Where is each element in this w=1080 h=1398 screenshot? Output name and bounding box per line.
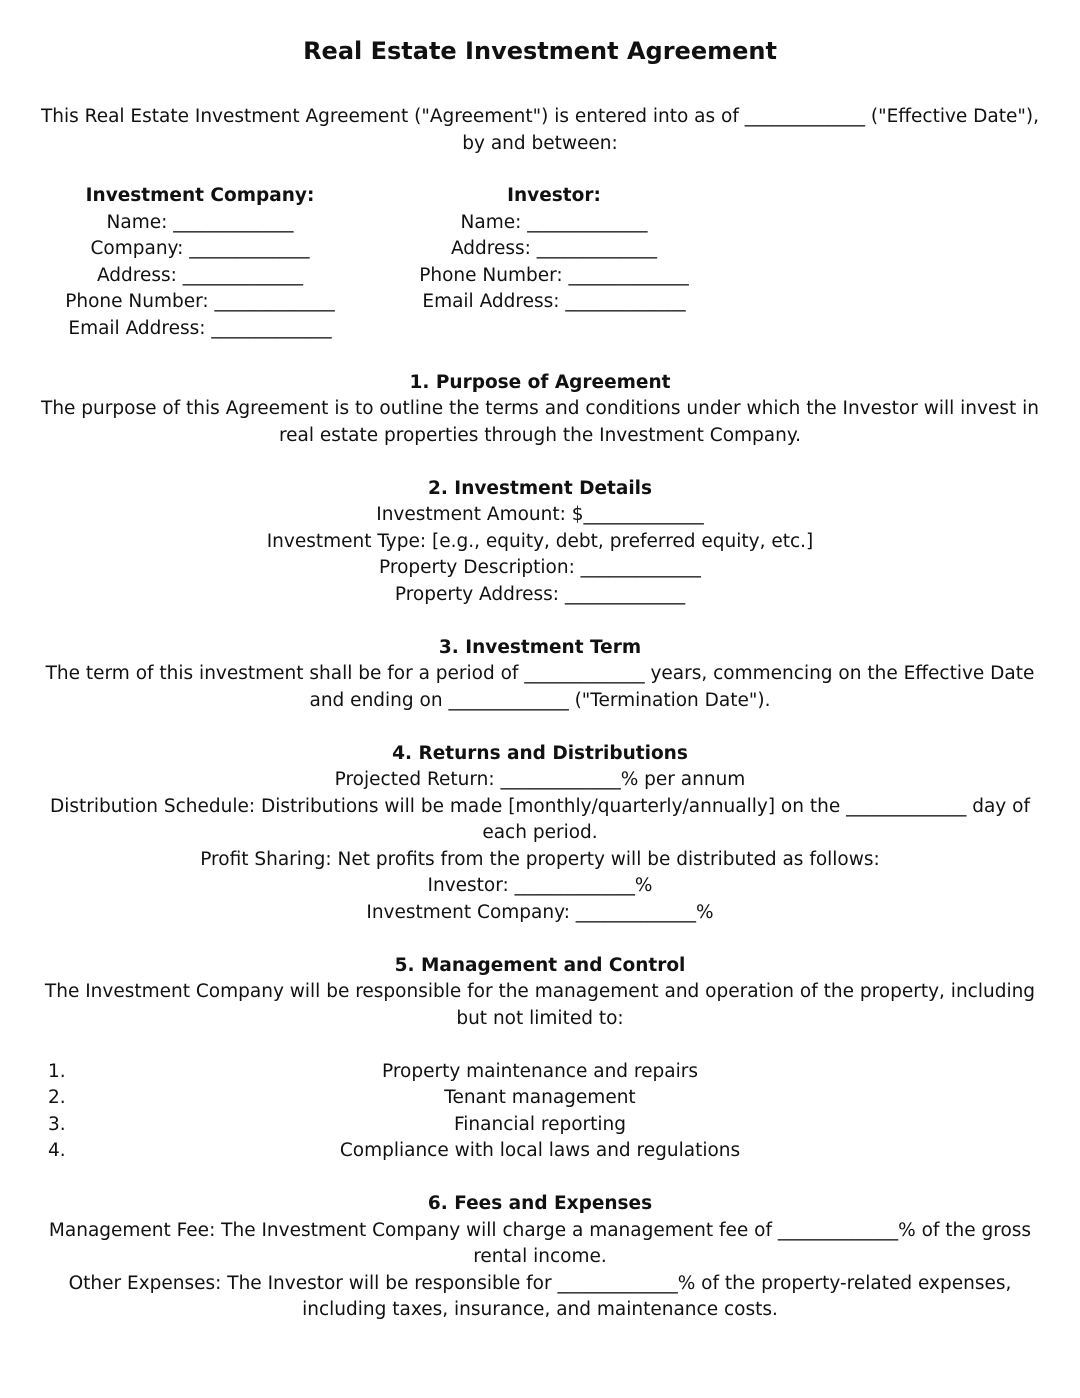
list-item-text: Compliance with local laws and regulations [339,1140,741,1161]
investor-title: Investor: [507,185,601,206]
investor-column [396,183,712,316]
list-item-text: Tenant management [444,1087,636,1108]
profit-sharing: Profit Sharing: Net profits from the property will be distributed as follows: [200,848,880,870]
list-item-number: 1. [48,1060,66,1082]
other-expenses-line-2: including taxes, insurance, and maintenance costs. [302,1299,778,1320]
list-item-text: Property maintenance and repairs [382,1060,698,1082]
list-item [30,1059,1050,1086]
section-purpose-heading: 1. Purpose of Agreement [409,371,671,393]
management-line-2: but not limited to: [456,1007,624,1029]
list-item-number: 2. [48,1087,66,1108]
list-item-text: Financial reporting [453,1113,626,1135]
company-company-field: Company: _____________ [90,238,310,259]
projected-return: Projected Return: _____________% per annum [334,769,746,790]
purpose-line-2: real estate properties through the Investment Company. [278,424,802,446]
investor-email-field: Email Address: _____________ [422,291,686,312]
section-purpose [30,370,1050,450]
purpose-line-1: The purpose of this Agreement is to outline the terms and conditions under which the Investor will invest in [41,398,1039,419]
management-fee-line-1: Management Fee: The Investment Company will charge a management fee of _____________% of the gross [48,1219,1032,1241]
term-line-2: and ending on _____________ ("Termination Date"). [309,689,771,711]
list-item [30,1112,1050,1139]
list-item [30,1085,1050,1112]
investment-company-column [48,183,352,342]
parties-block [30,183,1050,343]
investment-type: Investment Type: [e.g., equity, debt, preferred equity, etc.] [266,530,814,552]
section-details [30,476,1050,609]
investor-phone-field: Phone Number: _____________ [419,264,689,286]
property-address: Property Address: _____________ [394,583,686,605]
list-item [30,1138,1050,1165]
company-name-field: Name: _____________ [106,211,294,233]
list-item-number: 4. [48,1140,66,1161]
investment-amount: Investment Amount: $_____________ [376,504,704,525]
profit-company-share: Investment Company: _____________% [366,901,714,923]
intro-line-2: by and between: [462,132,618,154]
section-details-heading: 2. Investment Details [427,477,653,499]
company-phone-field: Phone Number: _____________ [65,291,335,312]
section-management-heading: 5. Management and Control [394,954,686,976]
term-line-1: The term of this investment shall be for a period of _____________ years, commencing on the Effective Date [45,663,1035,684]
company-email-field: Email Address: _____________ [68,317,332,339]
investment-company-title: Investment Company: [85,185,315,206]
profit-investor-share: Investor: _____________% [427,875,653,896]
distribution-schedule-line-1: Distribution Schedule: Distributions will be made [monthly/quarterly/annually] on the _____________ day of [50,795,1030,817]
section-term [30,635,1050,715]
section-fees [30,1191,1050,1324]
company-address-field: Address: _____________ [96,264,304,286]
intro-line-1: This Real Estate Investment Agreement ("Agreement") is entered into as of _____________ ("Effective Date"), [40,106,1039,127]
section-returns-heading: 4. Returns and Distributions [392,742,688,764]
investor-address-field: Address: _____________ [450,238,658,259]
section-management [30,953,1050,1165]
management-line-1: The Investment Company will be responsible for the management and operation of the property, including [44,981,1036,1002]
document-title: Real Estate Investment Agreement [303,37,777,65]
distribution-schedule-line-2: each period. [482,822,598,843]
list-item-number: 3. [48,1113,66,1135]
section-fees-heading: 6. Fees and Expenses [427,1193,653,1214]
investor-name-field: Name: _____________ [460,211,648,233]
management-fee-line-2: rental income. [473,1246,607,1267]
section-term-heading: 3. Investment Term [438,636,642,658]
intro-paragraph [30,104,1050,157]
other-expenses-line-1: Other Expenses: The Investor will be responsible for _____________% of the property-related expenses, [68,1272,1012,1294]
section-returns [30,741,1050,927]
management-list [30,1059,1050,1165]
property-description: Property Description: _____________ [379,557,701,578]
